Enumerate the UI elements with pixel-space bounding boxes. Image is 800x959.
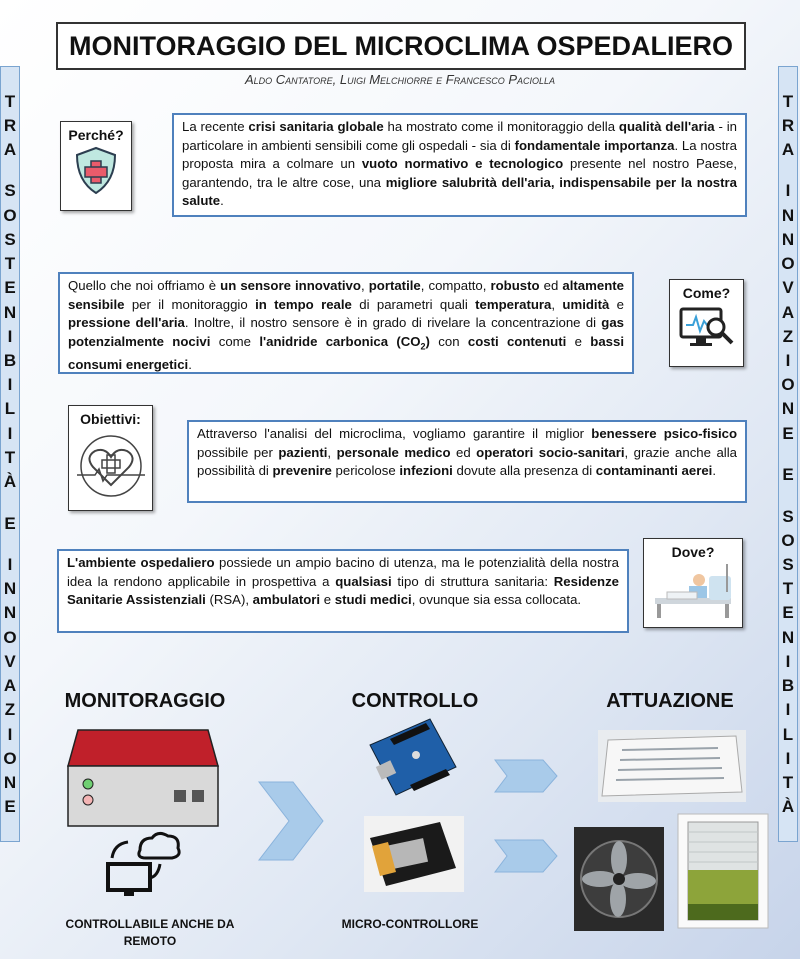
obiettivi-segment: benessere psico-fisico <box>591 426 738 441</box>
side-letter: Z <box>782 326 794 346</box>
page-title: MONITORAGGIO DEL MICROCLIMA OSPEDALIERO <box>56 22 746 70</box>
side-letter: A <box>781 302 795 322</box>
come-segment: , <box>551 296 563 312</box>
side-letter: V <box>4 651 16 671</box>
come-segment: Quello che noi offriamo è <box>68 278 221 293</box>
obiettivi-segment: pericolose <box>331 463 400 479</box>
perche-segment: qualità dell'aria <box>618 119 715 134</box>
dove-segment: possiede un ampio bacino di utenza, ma le potenzialità della nostra idea la rendono applicabile in prospettiva a <box>67 555 619 589</box>
obiettivi-segment: dovute alla presenza di <box>452 463 596 479</box>
dove-segment: studi medici <box>334 592 412 608</box>
come-segment: , compatto, <box>420 278 491 293</box>
dove-segment: e <box>320 592 335 608</box>
dove-segment: L'ambiente ospedaliero <box>67 555 215 570</box>
come-segment: temperatura <box>475 296 552 312</box>
side-letter: E <box>4 278 16 298</box>
attuazione-heading: ATTUAZIONE <box>606 690 734 712</box>
side-letter: I <box>7 326 13 346</box>
side-letter: E <box>782 603 794 623</box>
obiettivi-box <box>68 405 153 511</box>
side-letter: I <box>785 748 791 768</box>
obiettivi-segment: , grazie anche alla possibilità di <box>197 444 737 479</box>
left-side-banner <box>0 66 20 842</box>
come-segment: di parametri quali <box>351 296 476 312</box>
side-letter: I <box>7 375 13 395</box>
controllo-caption: MICRO-CONTROLLORE <box>341 917 479 931</box>
side-letter: R <box>781 115 795 135</box>
come-segment: bassi consumi energetici <box>68 333 625 373</box>
come-segment: altamente sensibile <box>68 278 624 312</box>
side-letter: E <box>782 465 794 485</box>
dove-label: Dove? <box>671 544 715 560</box>
perche-segment: vuoto normativo e tecnologico <box>361 156 564 172</box>
perche-box <box>60 121 132 211</box>
arduino-board-icon <box>360 715 460 803</box>
dove-segment: Residenze Sanitarie Assistenziali <box>67 573 619 608</box>
side-letter: A <box>3 676 17 696</box>
side-letter: S <box>782 554 794 574</box>
side-letter: R <box>3 115 17 135</box>
come-segment: un sensore innovativo <box>220 278 361 293</box>
side-letter: T <box>782 579 794 599</box>
come-segment: portatile <box>368 278 421 293</box>
come-segment: robusto <box>490 278 540 293</box>
authors: Aldo Cantatore, Luigi Melchiorre e Francesco Paciolla <box>244 72 556 87</box>
side-letter: E <box>782 423 794 443</box>
side-letter: T <box>4 91 16 111</box>
side-letter: T <box>4 447 16 467</box>
side-letter: O <box>3 748 17 768</box>
side-letter: À <box>3 472 17 492</box>
come-segment: . Inoltre, il nostro sensore è in grado di rivelare la concentrazione di <box>184 315 602 331</box>
side-letter: O <box>781 530 795 550</box>
air-conditioner-icon <box>598 730 746 802</box>
perche-segment: - in particolare in ambienti sensibili come gli ospedali - sia di <box>182 119 737 153</box>
side-letter: O <box>781 375 795 395</box>
come-segment: e <box>609 296 625 312</box>
window-blind-icon <box>676 812 770 930</box>
perche-label: Perché? <box>68 127 124 143</box>
arrow-small-2-icon <box>493 838 559 874</box>
obiettivi-segment: pazienti <box>278 444 328 460</box>
come-segment: , <box>360 278 369 293</box>
side-letter: L <box>4 399 16 419</box>
side-letter: O <box>781 254 795 274</box>
side-letter: N <box>3 579 17 599</box>
controllo-heading: CONTROLLO <box>351 690 479 712</box>
come-label: Come? <box>682 285 731 301</box>
side-letter: N <box>3 603 17 623</box>
side-letter: N <box>3 302 17 322</box>
side-letter: T <box>782 772 794 792</box>
obiettivi-text <box>187 420 747 503</box>
side-letter: N <box>781 627 795 647</box>
hospital-bed-icon <box>649 562 737 622</box>
side-letter: N <box>3 772 17 792</box>
obiettivi-segment: ed <box>450 444 477 460</box>
come-segment: ed <box>539 278 563 293</box>
come-text <box>58 272 634 374</box>
come-segment: per il monitoraggio <box>124 296 256 312</box>
side-letter: N <box>781 399 795 419</box>
right-side-banner <box>778 66 798 842</box>
come-segment: umidità <box>562 296 610 312</box>
perche-segment: ha mostrato come il monitoraggio della <box>383 119 619 134</box>
side-letter: I <box>7 724 13 744</box>
come-segment: costi contenuti <box>467 333 567 349</box>
perche-segment: La recente <box>182 119 249 134</box>
perche-segment: fondamentale importanza <box>514 137 675 153</box>
side-letter: À <box>781 797 795 817</box>
dove-segment: qualsiasi <box>335 573 392 589</box>
come-segment: gas potenzialmente nocivi <box>68 315 625 349</box>
side-letter: T <box>782 91 794 111</box>
exhaust-fan-icon <box>572 825 666 933</box>
come-segment: e <box>566 333 591 349</box>
obiettivi-segment: contaminanti aerei <box>595 463 713 479</box>
side-letter: B <box>3 351 17 371</box>
dove-box <box>643 538 743 628</box>
side-letter: O <box>3 627 17 647</box>
esp-board-icon <box>360 812 468 896</box>
come-segment: con <box>429 333 468 349</box>
dove-segment: (RSA), <box>205 592 253 608</box>
perche-segment: presente nel nostro Paese, garantendo, tra le altre cose, una <box>182 156 738 190</box>
side-letter: S <box>4 229 16 249</box>
side-letter: A <box>781 140 795 160</box>
obiettivi-segment: infezioni <box>399 463 453 479</box>
side-letter: N <box>781 229 795 249</box>
perche-text <box>172 113 747 217</box>
sensor-device-icon <box>64 728 222 828</box>
come-box <box>669 279 744 367</box>
side-letter: I <box>785 351 791 371</box>
side-letter: I <box>7 554 13 574</box>
side-letter: O <box>3 205 17 225</box>
perche-segment: . <box>220 193 224 209</box>
obiettivi-segment: Attraverso l'analisi del microclima, vogliamo garantire il miglior <box>197 426 592 441</box>
monitoraggio-heading: MONITORAGGIO <box>64 690 226 712</box>
dove-segment: ambulatori <box>252 592 321 608</box>
dove-segment: tipo di struttura sanitaria: <box>391 573 554 589</box>
come-segment: in tempo reale <box>255 296 352 312</box>
side-letter: T <box>4 254 16 274</box>
obiettivi-label: Obiettivi: <box>80 411 141 427</box>
side-letter: Z <box>4 700 16 720</box>
perche-segment: . La nostra proposta mira a colmare un <box>182 137 737 172</box>
shield-health-icon <box>73 145 119 197</box>
obiettivi-segment: operatori socio-sanitari <box>476 444 625 460</box>
come-segment: l'anidride carbonica (CO <box>259 333 421 349</box>
obiettivi-segment: prevenire <box>272 463 332 479</box>
side-letter: N <box>781 205 795 225</box>
remote-computer-cloud-icon <box>100 830 182 900</box>
side-letter: V <box>782 278 794 298</box>
side-letter: I <box>785 181 791 201</box>
perche-segment: migliore salubrità dell'aria, indispensabile per la nostra salute <box>182 174 737 209</box>
dove-segment: , ovunque sia essa collocata. <box>411 592 582 608</box>
come-segment: . <box>188 357 192 373</box>
side-letter: I <box>785 700 791 720</box>
side-letter: E <box>4 797 16 817</box>
come-segment: ) <box>425 333 430 349</box>
come-segment: come <box>210 333 260 349</box>
dove-text <box>57 549 629 633</box>
side-letter: S <box>782 506 794 526</box>
arrow-chevron-icon <box>257 780 325 862</box>
come-segment: 2 <box>420 341 426 352</box>
side-letter: S <box>4 181 16 201</box>
side-letter: B <box>781 676 795 696</box>
monitor-analysis-icon <box>678 303 736 353</box>
side-letter: E <box>4 513 16 533</box>
obiettivi-segment: personale medico <box>336 444 451 460</box>
perche-segment: crisi sanitaria globale <box>248 119 384 134</box>
heart-health-icon <box>75 431 147 501</box>
obiettivi-segment: . <box>712 463 716 479</box>
side-letter: L <box>782 724 794 744</box>
obiettivi-segment: possibile per <box>197 444 279 460</box>
obiettivi-segment: , <box>327 444 337 460</box>
side-letter: A <box>3 140 17 160</box>
side-letter: I <box>785 651 791 671</box>
side-letter: I <box>7 423 13 443</box>
monitoraggio-caption: CONTROLLABILE ANCHE DA REMOTO <box>65 917 235 948</box>
arrow-small-1-icon <box>493 758 559 794</box>
come-segment: pressione dell'aria <box>68 315 185 331</box>
